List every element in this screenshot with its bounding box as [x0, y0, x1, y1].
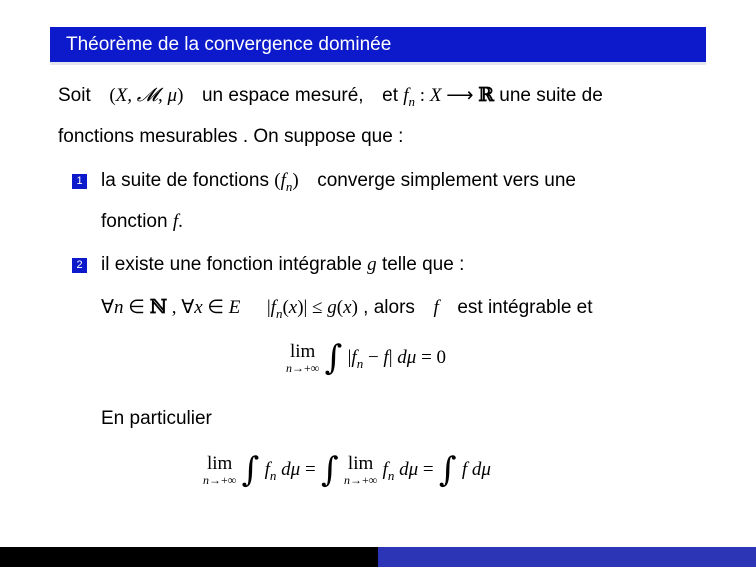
slide-title-bar: [50, 27, 706, 62]
item-1-text-c: fonction: [101, 211, 168, 232]
condition-alors: , alors: [363, 297, 415, 318]
lim-operator-1: lim n→+∞: [203, 452, 237, 487]
item-1-text-b: converge simplement vers une: [317, 170, 576, 191]
f-formula: f.: [172, 211, 183, 232]
integral-sign-2: ∫: [320, 450, 339, 490]
footer-bar-right: [378, 547, 756, 567]
integrand-formula: $|f_n - f|$ dμ = 0: [347, 347, 447, 371]
condition-integrable: est intégrable et: [457, 297, 593, 318]
lim-operator-2: lim n→+∞: [343, 452, 378, 487]
intro-space: un espace mesuré,: [201, 85, 364, 106]
function-sequence-formula: $f_n$ : X ⟶ ℝ: [403, 84, 494, 109]
item-2-line-1: [101, 254, 464, 276]
item-1-badge: 1: [72, 174, 87, 189]
intro-line-1: [58, 84, 603, 110]
item-2-badge: 2: [72, 258, 87, 273]
intro-soit: Soit: [58, 85, 91, 106]
domination-quantifiers-formula: ∀n ∈ ℕ , ∀x ∈ E: [101, 296, 241, 318]
item-2-text-a: il existe une fonction intégrable: [101, 254, 362, 275]
domination-inequality-formula: $|f_n(x)| \le g(x)$: [266, 297, 358, 321]
f-formula-2: f: [433, 297, 439, 318]
slide-title: Théorème de la convergence dominée: [66, 34, 392, 55]
measure-space-formula: (X, 𝓜, μ): [109, 85, 184, 106]
integral-sign-3: ∫: [438, 450, 457, 490]
item-1-text-a: la suite de fonctions: [101, 170, 269, 191]
particulier-label: En particulier: [101, 408, 212, 429]
domination-line: [101, 296, 593, 322]
intro-line-2: fonctions mesurables . On suppose que :: [58, 126, 404, 147]
g-formula: g: [367, 254, 377, 275]
lim-operator: lim n→+∞: [286, 340, 320, 375]
interchange-equation: [203, 450, 491, 490]
integral-sign: ∫: [324, 338, 343, 378]
integrand-f: f dμ: [461, 459, 491, 481]
item-1-line-1: [101, 170, 576, 195]
item-2-text-b: telle que :: [381, 254, 465, 275]
fn-sequence-formula: $(f_n)$: [274, 170, 299, 194]
integrand-fn: $f_n$ dμ =: [264, 459, 316, 483]
limit-integral-equation: [286, 338, 446, 378]
item-1-line-2: [101, 211, 183, 233]
intro-et: et: [382, 85, 398, 106]
intro-suite: une suite de: [499, 85, 603, 106]
integral-sign-1: ∫: [241, 450, 260, 490]
footer-bar-left: [0, 547, 378, 567]
integrand-fn-2: $f_n$ dμ =: [382, 459, 434, 483]
